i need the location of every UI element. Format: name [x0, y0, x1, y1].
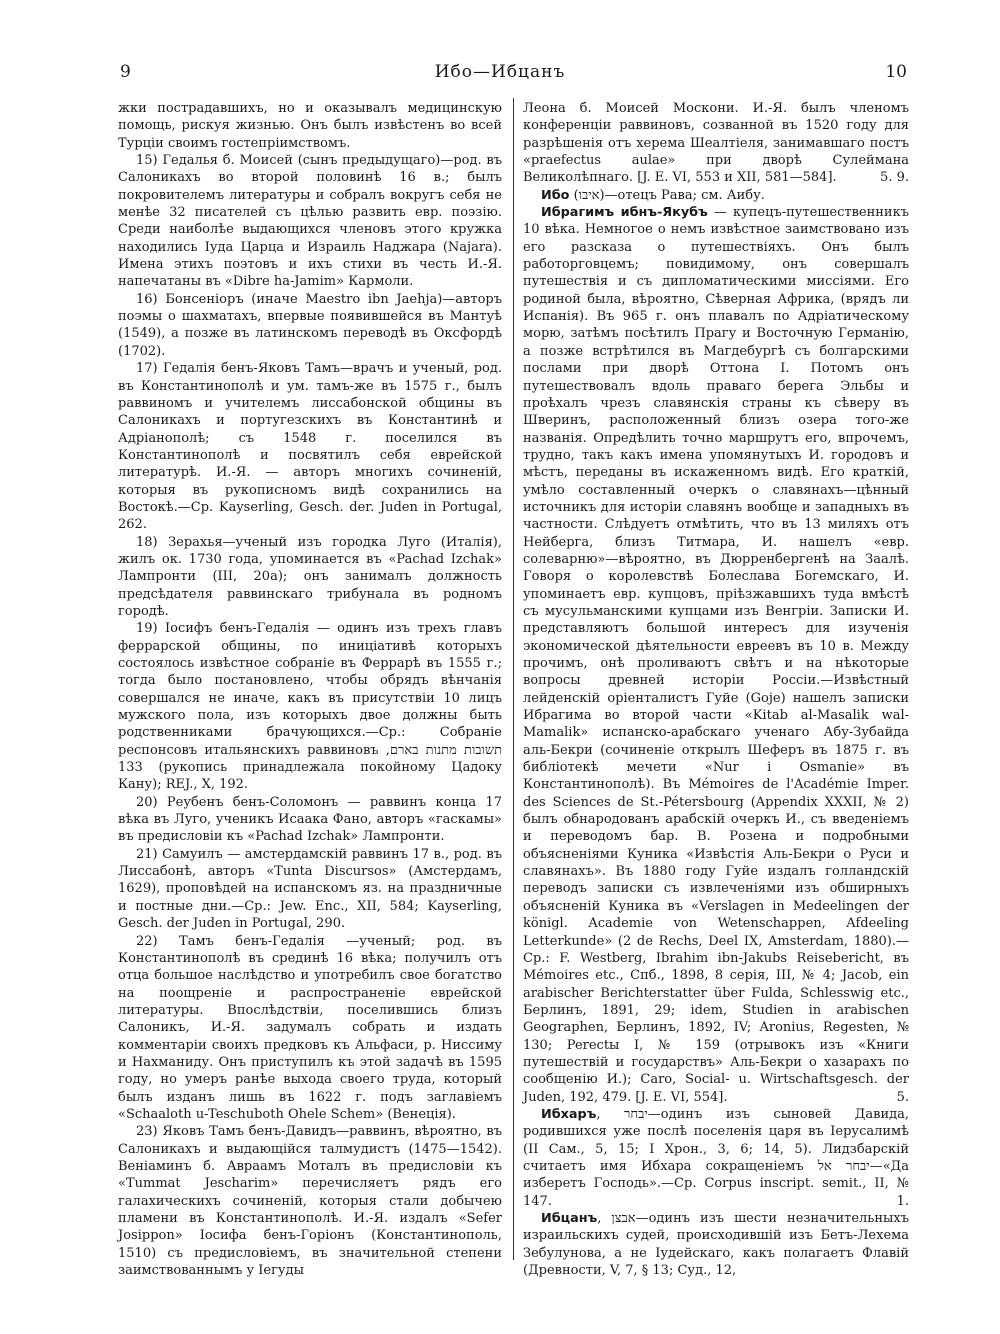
dictionary-entry — [523, 1106, 909, 1210]
column-divider — [513, 98, 514, 1260]
paragraph: 15) Гедалья б. Моисей (сынъ предыдущаго)—род. въ Салоникахъ во второй половинѣ 16 в.; былъ покровителемъ литературы и собралъ вокругъ себя не менѣе 32 писателей съ цѣлью развить евр. поэзію. Среди наиболѣе выдающихся членовъ этого кружка находились Іуда Царца и Израиль Наджара (Najara). Имена этихъ поэтовъ и ихъ стихи въ честь И.-Я. напечатаны въ «Dibre ha-Jamim» Кармоли. — [118, 153, 502, 290]
entry-text: Леона б. Моисей Москони. И.-Я. былъ членомъ конференціи раввиновъ, созванной въ 1520 году для разрѣшенія отъ херема Шеалтіеля, занимавшаго постъ «praefectus aulae» при дворѣ Сулеймана Великолѣпнаго. [J. E. VI, 553 и XII, 581—584]. — [523, 101, 909, 186]
paragraph: 17) Гедалія бенъ-Яковъ Тамъ—врачъ и ученый, род. въ Константинополѣ и ум. тамъ-же въ 1575 г., былъ раввиномъ и учителемъ лиссабонской общины въ Салоникахъ и португезскихъ въ Константинѣ и Адріанополѣ; съ 1548 г. поселился въ Константинополѣ и посвятилъ себя еврейской литературѣ. И.-Я. — авторъ многихъ сочиненій, которыя въ рукописномъ видѣ сохранились на Востокѣ.—Ср. Kayserling, Gesch. der. Juden in Portugal, 262. — [118, 361, 502, 533]
entry-headword: Ибхаръ — [541, 1106, 597, 1122]
paragraph: 23) Яковъ Тамъ бенъ-Давидъ—раввинъ, вѣроятно, въ Салоникахъ и выдающійся талмудистъ (1475—1542). Веніаминъ б. Авраамъ Моталъ въ предисловіи къ «Tummat Jescharim» перечисляетъ рядъ его галахическихъ сочиненій, которыя стали добычею пламени въ Константинополѣ. И.-Я. издалъ «Sefer Josippon» Іосифа бенъ-Горіонъ (Константинополь, 1510) съ предисловіемъ, въ значительной степени заимствованнымъ у Іегуды — [118, 1124, 502, 1279]
entry-headword: Ибцанъ — [541, 1211, 598, 1226]
dictionary-entry — [523, 204, 909, 1106]
running-title: Ибо—Ибцанъ — [434, 62, 566, 82]
paragraph: 21) Самуилъ — амстердамскій раввинъ 17 в., род. въ Лиссабонѣ, авторъ «Tunta Discursos» (Амстердамъ, 1629), проповѣдей на испанскомъ яз. на праздничные и постные дни.—Ср.: Jew. Enc., XII, 584; Kayserling, Gesch. der Juden in Portugal, 290. — [118, 846, 502, 932]
author-signature: 1. — [896, 1193, 909, 1209]
dictionary-entry — [523, 1210, 909, 1279]
entry-text: (איבו)—отецъ Рава; см. Аибу. — [569, 187, 765, 203]
entry-text: — купецъ-путешественникъ 10 вѣка. Немногое о немъ извѣстное заимствовано изъ его разсказа о путешествіяхъ. Онъ былъ работорговцемъ; повидимому, онъ совершалъ путешествія и съ дипломатическими миссіями. Его родиной была, вѣроятно, Сѣверная Африка, (врядъ ли Испанія). Въ 965 г. онъ плавалъ по Адріатическому морю, затѣмъ посѣтилъ Прагу и Восточную Германію, а позже встрѣтился въ Магдебургѣ съ болгарскими послами при дворѣ Оттона I. Потомъ онъ путешествовалъ вдоль праваго берега Эльбы и проѣхалъ чрезъ славянскія страны къ сѣверу въ Шверинъ, расположенный близъ озера того-же названія. Опредѣлить точно маршрутъ его, впрочемъ, трудно, такъ какъ имена упомянутыхъ И. городовъ и мѣстъ, переданы въ искаженномъ видѣ. Его краткій, умѣло составленный очеркъ о славянахъ—цѣнный источникъ для исторіи славянъ вообще и западныхъ въ частности. Слѣдуетъ отмѣтить, что въ 13 миляхъ отъ Нейберга, близъ Титмара, И. нашелъ «евр. солеварню»—вѣроятно, въ Дюрренбергенѣ на Заалѣ. Говоря о королевствѣ Болеслава Богемскаго, И. упоминаетъ евр. купцовъ, пріѣзжавшихъ туда вмѣстѣ съ мусульманскими купцами изъ Венгріи. Записки И. представляютъ большой интересъ для изученія экономической дѣятельности евреевъ въ 10 в. Между прочимъ, онѣ проливаютъ свѣтъ и на нѣкоторые вопросы древней исторіи Россіи.—Извѣстный лейденскій оріенталистъ Гуйе (Goje) нашелъ записки Ибрагима во второй части «Kitab al-Masalik wal-Mamalik» испанско-арабскаго ученаго Абу-Зубайда аль-Бекри (сочиненіе открылъ Шеферъ въ 1875 г. въ библіотекѣ мечети «Nur i Osmanie» въ Константинополѣ). Въ Mémoires de l'Académie Imper. des Sciences de St.-Pétersbourg (Appendix XXXII, № 2) былъ обнародованъ арабскій очеркъ И., съ введеніемъ и переводомъ бар. В. Розена и подробными объясненіями Куника «Извѣстія Аль-Бекри о Руси и славянахъ». Въ 1880 году Гуйе издалъ голландскій переводъ записки съ извлеченіями изъ обширныхъ объясненій Куника въ «Verslagen in Medeelingen der königl. Academie von Wetenschappen, Afdeeling Letterkunde» (2 de Rechs, Deel IX, Amsterdam, 1880).—Ср.: F. Westberg, Ibrahim ibn-Jakubs Reisebericht, въ Mémoires etc., Спб., 1898, 8 серія, III, № 4; Jacob, ein arabischer Berichterstatter über Fulda, Schlesswig etc., Берлинъ, 1891, 29; idem, Studien in arabischen Geographen, Берлинъ, 1892, IV; Aronius, Regesten, № 130; Perectы I, № 159 (отрывокъ изъ «Книги путешествій и государствъ» Аль-Бекри о хазарахъ по сообщенію И.); Caro, Social- u. Wirtschaftsgesch. der Juden, 192, 479. [J. E. VI, 554]. — [523, 205, 909, 1105]
author-signature: 5. — [896, 1089, 909, 1105]
paragraph: 19) Іосифъ бенъ-Гедалія — одинъ изъ трехъ главъ феррарской общины, по иниціативѣ которыхъ состоялось извѣстное собраніе въ Феррарѣ въ 1555 г.; тогда было постановлено, чтобы обрядъ вѣнчанія совершался не иначе, какъ въ присутствіи 10 лицъ мужского пола, изъ которыхъ двое должны быть родственниками брачующихся.—Ср.: Собраніе респонсовъ итальянскихъ раввиновъ תשובות מתנות בארם, 133 (рукопись принадлежала покойному Цадоку Кану); REJ., X, 192. — [118, 621, 503, 793]
right-page-number: 10 — [885, 62, 907, 82]
entry-headword: Ибрагимъ ибнъ-Якубъ — [541, 205, 708, 221]
left-page-number: 9 — [120, 62, 131, 82]
paragraph — [523, 100, 909, 187]
paragraph: 22) Тамъ бенъ-Гедалія —ученый; род. въ Константинополѣ въ срединѣ 16 вѣка; получилъ отъ отца большое наслѣдство и употребилъ свое богатство на поощреніе и распространеніе еврейской литературы. Впослѣдствіи, поселившись близъ Салоникъ, И.-Я. задумалъ собрать и издать комментаріи своихъ предковъ къ Альфаси, р. Ниссиму и Нахманиду. Онъ приступилъ къ этой задачѣ въ 1595 году, но умеръ ранѣе выхода своего труда, который былъ изданъ лишь въ 1622 г. подъ заглавіемъ «Schaaloth u-Teschuboth Ohele Schem» (Венеція). — [118, 933, 502, 1122]
author-signature: 5. 9. — [880, 170, 909, 186]
paragraph: 20) Реубенъ бенъ-Соломонъ — раввинъ конца 17 вѣка въ Луго, ученикъ Исаака Фано, авторъ «гаскамы» въ предисловіи къ «Pachad Izchak» Лампронти. — [118, 794, 502, 845]
dictionary-entry — [523, 187, 909, 204]
left-column — [118, 100, 502, 1279]
paragraph: 18) Зерахья—ученый изъ городка Луго (Италія), жилъ ок. 1730 года, упоминается въ «Pachad Izchak» Лампронти (III, 20а); онъ занималъ должность предсѣдателя раввинскаго трибунала въ родномъ городѣ. — [118, 534, 502, 619]
paragraph: 16) Бонсеніоръ (иначе Maestro ibn Jaehja)—авторъ поэмы о шахматахъ, впервые появившейся въ Мантуѣ (1549), а позже въ латинскомъ переводѣ въ Оксфордѣ (1702). — [118, 291, 502, 359]
entry-text: , אבצן—одинъ изъ шести незначительныхъ израильскихъ судей, происходившій изъ Бетъ-Лехема Зебулунова, а не Іудейскаго, какъ полагаетъ Флавій (Древности, V, 7, § 13; Суд., 12, — [523, 1211, 909, 1279]
entry-headword: Ибо — [541, 187, 570, 203]
right-column — [523, 100, 909, 1279]
paragraph: жки пострадавшихъ, но и оказывалъ медицинскую помощь, рискуя жизнью. Онъ былъ извѣстенъ во всей Турціи своимъ гостепріимствомъ. — [118, 101, 502, 151]
entry-text: , יבחר—одинъ изъ сыновей Давида, родившихся уже послѣ поселенія царя въ Іерусалимѣ (II Сам., 5, 15; I Хрон., 3, 6; 14, 5). Лидзбарскій считаетъ имя Ибхара сокращеніемъ יבחר אל—«Да изберетъ Господь».—Ср. Corpus inscript. semit., II, № 147. — [523, 1106, 909, 1209]
